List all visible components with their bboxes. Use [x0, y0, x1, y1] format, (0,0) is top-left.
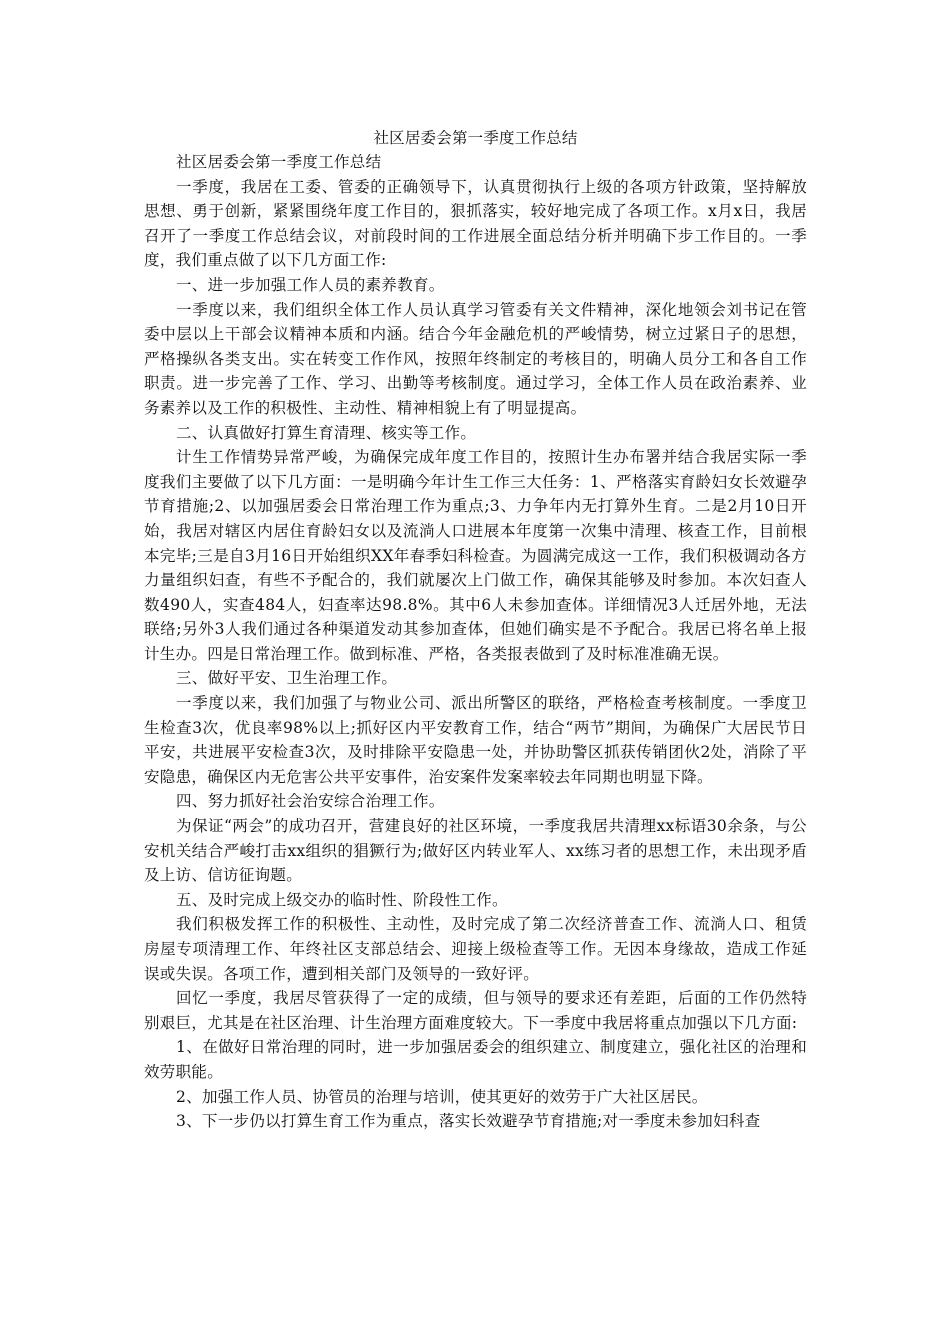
plan-item-3: 3、下一步仍以打算生育工作为重点，落实长效避孕节育措施;对一季度未参加妇科查 — [176, 1112, 761, 1131]
document-title: 社区居委会第一季度工作总结 — [373, 129, 578, 147]
review-paragraph: 回忆一季度，我居尽管获得了一定的成绩，但与领导的要求还有差距，后面的工作仍然特别艰巨，尤其是在社区治理、计生治理方面难度较大。下一季度中我居将重点加强以下几方面: — [144, 989, 807, 1032]
section-heading-2: 二、认真做好打算生育清理、核实等工作。 — [176, 423, 477, 442]
section-body-1: 一季度以来，我们组织全体工作人员认真学习管委有关文件精神，深化地领会刘书记在管委中层以上干部会议精神本质和内涵。结合今年金融危机的严峻情势，树立过紧日子的思想，严格操纵各类支出。实在转变工作作风，按照年终制定的考核目的，明确人员分工和各自工作职责。进一步完善了工作、学习、出勤等考核制度。通过学习，全体工作人员在政治素养、业务素养以及工作的积极性、主动性、精神相貌上有了明显提高。 — [144, 300, 807, 417]
plan-item-2: 2、加强工作人员、协管员的治理与培训，使其更好的效劳于广大社区居民。 — [176, 1087, 708, 1106]
section-heading-4: 四、努力抓好社会治安综合治理工作。 — [176, 792, 445, 811]
intro-paragraph: 一季度，我居在工委、管委的正确领导下，认真贯彻执行上级的各项方针政策，坚持解放思想、勇于创新，紧紧围绕年度工作目的，狠抓落实，较好地完成了各项工作。x月x日，我居召开了一季度工作总结会议，对前段时间的工作进展全面总结分析并明确下步工作目的。一季度，我们重点做了以下几方面工作: — [144, 177, 807, 270]
section-heading-1: 一、进一步加强工作人员的素养教育。 — [176, 275, 445, 294]
section-body-3: 一季度以来，我们加强了与物业公司、派出所警区的联络，严格检查考核制度。一季度卫生检查3次，优良率98%以上;抓好区内平安教育工作，结合“两节”期间，为确保广大居民节日平安，共进展平安检查3次，及时排除平安隐患一处，并协助警区抓获传销团伙2处，消除了平安隐患，确保区内无危害公共平安事件，治安案件发案率较去年同期也明显下降。 — [144, 694, 807, 786]
plan-item-1: 1、在做好日常治理的同时，进一步加强居委会的组织建立、制度建立，强化社区的治理和效劳职能。 — [144, 1038, 807, 1081]
document-page — [144, 126, 807, 1134]
subtitle-paragraph: 社区居委会第一季度工作总结 — [176, 153, 382, 171]
section-heading-5: 五、及时完成上级交办的临时性、阶段性工作。 — [176, 890, 508, 909]
section-heading-3: 三、做好平安、卫生治理工作。 — [176, 669, 398, 688]
section-body-4: 为保证“两会”的成功召开，营建良好的社区环境，一季度我居共清理xx标语30余条，与公安机关结合严峻打击xx组织的猖獗行为;做好区内转业军人、xx练习者的思想工作，未出现矛盾及上访、信访征询题。 — [144, 817, 807, 885]
section-body-2: 计生工作情势异常严峻，为确保完成年度工作目的，按照计生办布署并结合我居实际一季度我们主要做了以下几方面：一是明确今年计生工作三大任务：1、严格落实育龄妇女长效避孕节育措施;2、以加强居委会日常治理工作为重点;3、力争年内无打算外生育。二是2月10日开始，我居对辖区内居住育龄妇女以及流淌人口进展本年度第一次集中清理、核查工作，目前根本完毕;三是自3月16日开始组织XX年春季妇科检查。为圆满完成这一工作，我们积极调动各方力量组织妇查，有些不予配合的，我们就屡次上门做工作，确保其能够及时参加。本次妇查人数490人，实查484人，妇查率达98.8%。其中6人未参加查体。详细情况3人迁居外地，无法联络;另外3人我们通过各种渠道发动其参加查体，但她们确实是不予配合。我居已将名单上报计生办。四是日常治理工作。做到标准、严格，各类报表做到了及时标准准确无误。 — [144, 448, 807, 663]
document-body — [144, 150, 807, 1134]
section-body-5: 我们积极发挥工作的积极性、主动性，及时完成了第二次经济普查工作、流淌人口、租赁房屋专项清理工作、年终社区支部总结会、迎接上级检查等工作。无因本身缘故，造成工作延误或失误。各项工作，遭到相关部门及领导的一致好评。 — [144, 915, 807, 983]
